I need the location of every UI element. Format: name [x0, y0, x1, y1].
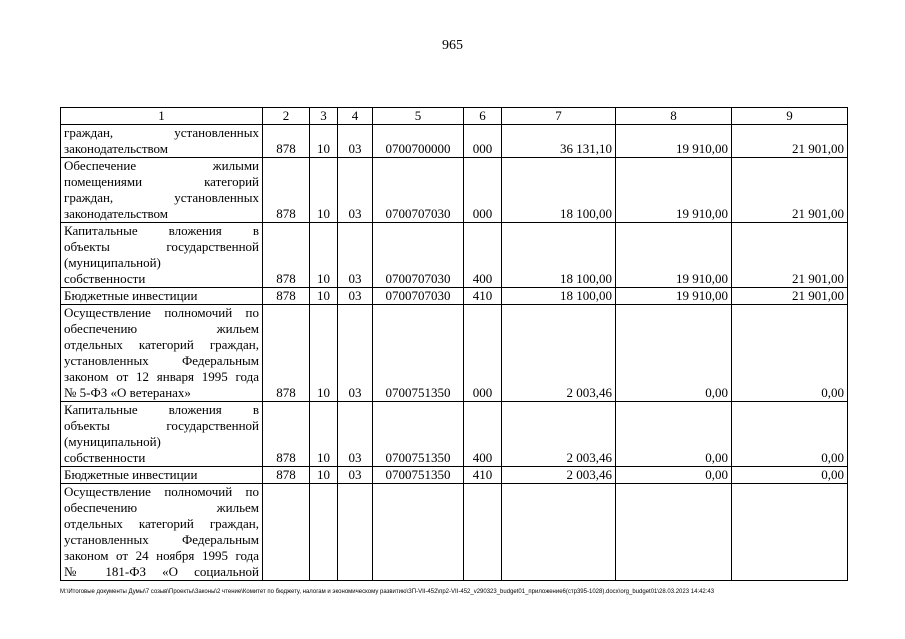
row-name-cell [61, 223, 263, 288]
cell-c6: 000 [464, 305, 502, 402]
cell-c5: 0700751350 [373, 467, 464, 484]
cell-c5: 0700751350 [373, 305, 464, 402]
cell-c4: 03 [338, 288, 373, 305]
cell-c9: 0,00 [732, 305, 848, 402]
cell-c4: 03 [338, 402, 373, 467]
cell-c2: 878 [263, 402, 310, 467]
row-name-line: законом от 12 января 1995 года [64, 369, 259, 384]
cell-c8 [616, 484, 732, 581]
row-name-line: Капитальные вложения в [64, 402, 259, 417]
cell-c8: 0,00 [616, 402, 732, 467]
row-name-line: Осуществление полномочий по [64, 484, 259, 499]
header-cell: 6 [464, 108, 502, 125]
header-cell: 9 [732, 108, 848, 125]
row-name-line: граждан, установленных [64, 190, 259, 205]
cell-c3: 10 [310, 288, 338, 305]
cell-c4: 03 [338, 223, 373, 288]
row-name-line: граждан, установленных [64, 125, 259, 140]
cell-c9 [732, 484, 848, 581]
cell-c3 [310, 484, 338, 581]
row-name-line: (муниципальной) [64, 255, 161, 270]
cell-c4: 03 [338, 467, 373, 484]
cell-c6: 000 [464, 125, 502, 158]
table-row [61, 223, 848, 288]
cell-c5: 0700707030 [373, 158, 464, 223]
row-name-cell [61, 305, 263, 402]
cell-c3: 10 [310, 125, 338, 158]
cell-c6: 000 [464, 158, 502, 223]
cell-c9: 21 901,00 [732, 288, 848, 305]
cell-c4: 03 [338, 158, 373, 223]
cell-c6: 410 [464, 288, 502, 305]
cell-c3: 10 [310, 158, 338, 223]
header-cell: 2 [263, 108, 310, 125]
cell-c9: 0,00 [732, 402, 848, 467]
cell-c7: 2 003,46 [502, 467, 616, 484]
page-number: 965 [442, 38, 463, 53]
table-header-row [61, 108, 848, 125]
cell-c2: 878 [263, 467, 310, 484]
cell-c7: 2 003,46 [502, 305, 616, 402]
row-name-line: Осуществление полномочий по [64, 305, 259, 320]
row-name-line: установленных Федеральным [64, 353, 259, 368]
table-row [61, 288, 848, 305]
table-row [61, 158, 848, 223]
cell-c7: 2 003,46 [502, 402, 616, 467]
cell-c9: 21 901,00 [732, 158, 848, 223]
cell-c3: 10 [310, 305, 338, 402]
row-name-line: законодательством [64, 206, 169, 221]
cell-c2: 878 [263, 223, 310, 288]
header-cell: 4 [338, 108, 373, 125]
row-name-line: объекты государственной [64, 239, 259, 254]
cell-c8: 0,00 [616, 467, 732, 484]
row-name-cell [61, 158, 263, 223]
table-row [61, 305, 848, 402]
cell-c9: 21 901,00 [732, 223, 848, 288]
cell-c8: 0,00 [616, 305, 732, 402]
row-name-line: Бюджетные инвестиции [64, 467, 198, 482]
cell-c6: 400 [464, 223, 502, 288]
table-row [61, 125, 848, 158]
table-row [61, 484, 848, 581]
cell-c4: 03 [338, 305, 373, 402]
cell-c5 [373, 484, 464, 581]
cell-c2: 878 [263, 305, 310, 402]
row-name-line: обеспечению жильем [64, 321, 259, 336]
table-row [61, 402, 848, 467]
row-name-cell [61, 484, 263, 581]
row-name-line: обеспечению жильем [64, 500, 259, 515]
cell-c4: 03 [338, 125, 373, 158]
row-name-cell [61, 288, 263, 305]
row-name-line: (муниципальной) [64, 434, 161, 449]
cell-c2 [263, 484, 310, 581]
row-name-line: № 181-ФЗ «О социальной [64, 564, 259, 579]
table-row [61, 467, 848, 484]
cell-c7: 18 100,00 [502, 158, 616, 223]
cell-c8: 19 910,00 [616, 223, 732, 288]
row-name-line: Бюджетные инвестиции [64, 288, 198, 303]
cell-c5: 0700751350 [373, 402, 464, 467]
row-name-line: собственности [64, 450, 146, 465]
cell-c9: 21 901,00 [732, 125, 848, 158]
cell-c6 [464, 484, 502, 581]
row-name-line: объекты государственной [64, 418, 259, 433]
cell-c6: 410 [464, 467, 502, 484]
cell-c7 [502, 484, 616, 581]
header-cell: 8 [616, 108, 732, 125]
row-name-line: установленных Федеральным [64, 532, 259, 547]
cell-c3: 10 [310, 402, 338, 467]
row-name-line: законодательством [64, 141, 169, 156]
row-name-cell [61, 467, 263, 484]
cell-c7: 18 100,00 [502, 223, 616, 288]
header-cell: 5 [373, 108, 464, 125]
row-name-line: Обеспечение жилыми [64, 158, 259, 173]
cell-c2: 878 [263, 288, 310, 305]
cell-c8: 19 910,00 [616, 125, 732, 158]
row-name-line: законом от 24 ноября 1995 года [64, 548, 259, 563]
cell-c5: 0700700000 [373, 125, 464, 158]
row-name-line: № 5-ФЗ «О ветеранах» [64, 385, 191, 400]
cell-c2: 878 [263, 125, 310, 158]
header-cell: 7 [502, 108, 616, 125]
cell-c8: 19 910,00 [616, 288, 732, 305]
cell-c7: 36 131,10 [502, 125, 616, 158]
row-name-cell [61, 402, 263, 467]
row-name-cell [61, 125, 263, 158]
budget-table [60, 107, 848, 581]
cell-c6: 400 [464, 402, 502, 467]
header-cell: 3 [310, 108, 338, 125]
row-name-line: помещениями категорий [64, 174, 259, 189]
row-name-line: отдельных категорий граждан, [64, 337, 259, 352]
cell-c7: 18 100,00 [502, 288, 616, 305]
cell-c5: 0700707030 [373, 288, 464, 305]
row-name-line: отдельных категорий граждан, [64, 516, 259, 531]
cell-c9: 0,00 [732, 467, 848, 484]
cell-c3: 10 [310, 467, 338, 484]
cell-c8: 19 910,00 [616, 158, 732, 223]
row-name-line: Капитальные вложения в [64, 223, 259, 238]
cell-c5: 0700707030 [373, 223, 464, 288]
header-cell: 1 [61, 108, 263, 125]
cell-c2: 878 [263, 158, 310, 223]
cell-c3: 10 [310, 223, 338, 288]
row-name-line: собственности [64, 271, 146, 286]
file-path-footer: М:\Итоговые документы Думы\7 созыв\Проекты\Законы\2 чтение\Комитет по бюджету, налогам и экономическому развитию\ЗП-VII-452\пр2-VII-452_v290323_budget01_приложение6(стр395-1028).docx\org_budget01\28.03.2023 14:42:43 [60, 589, 715, 595]
cell-c4 [338, 484, 373, 581]
